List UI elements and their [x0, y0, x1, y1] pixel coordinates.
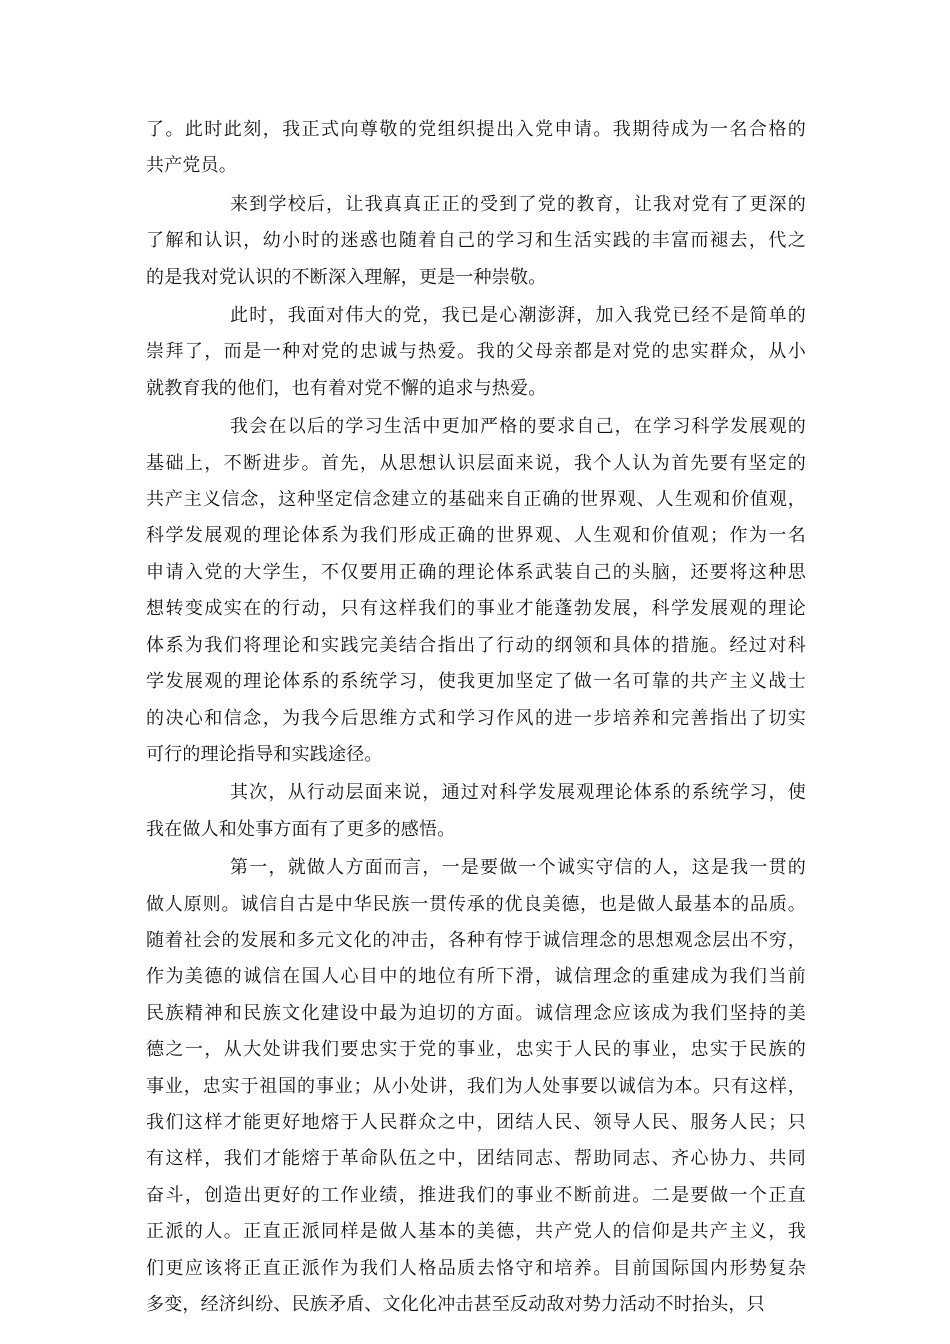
paragraph-line: 的决心和信念，为我今后思维方式和学习作风的进一步培养和完善指出了切实 [146, 707, 806, 729]
paragraph-line: 想转变成实在的行动，只有这样我们的事业才能蓬勃发展，科学发展观的理论 [146, 598, 806, 620]
paragraph [146, 187, 806, 296]
paragraph-line: 申请入党的大学生，不仅要用正确的理论体系武装自己的头脑，还要将这种思 [146, 561, 806, 583]
paragraph-line: 多变，经济纠纷、民族矛盾、文化化冲击甚至反动敌对势力活动不时抬头，只 [146, 1294, 765, 1315]
paragraph-line: 来到学校后，让我真真正正的受到了党的教育，让我对党有了更深的 [230, 193, 806, 215]
paragraph-line: 随着社会的发展和多元文化的冲击，各种有悖于诚信理念的思想观念层出不穷， [146, 929, 806, 951]
paragraph-line: 此时，我面对伟大的党，我已是心潮澎湃，加入我党已经不是简单的 [230, 305, 806, 327]
paragraph-line: 体系为我们将理论和实践完美结合指出了行动的纲领和具体的措施。经过对科 [146, 634, 806, 656]
paragraph-line: 我们这样才能更好地熔于人民群众之中，团结人民、领导人民、服务人民；只 [146, 1111, 806, 1133]
paragraph-line: 了解和认识，幼小时的迷惑也随着自己的学习和生活实践的丰富而褪去，代之 [146, 230, 806, 252]
paragraph-line: 学发展观的理论体系的系统学习，使我更加坚定了做一名可靠的共产主义战士 [146, 671, 806, 693]
paragraph-line: 可行的理论指导和实践途径。 [146, 743, 383, 765]
paragraph-line: 事业，忠实于祖国的事业；从小处讲，我们为人处事要以诚信为本。只有这样， [146, 1075, 806, 1097]
paragraph-line: 民族精神和民族文化建设中最为迫切的方面。诚信理念应该成为我们坚持的美 [146, 1002, 806, 1024]
paragraph-line: 我会在以后的学习生活中更加严格的要求自己，在学习科学发展观的 [230, 416, 806, 438]
paragraph-line: 了。此时此刻，我正式向尊敬的党组织提出入党申请。我期待成为一名合格的 [146, 119, 806, 140]
paragraph-line: 崇拜了，而是一种对党的忠诚与热爱。我的父母亲都是对党的忠实群众，从小 [146, 341, 806, 363]
paragraph-line: 有这样，我们才能熔于革命队伍之中，团结同志、帮助同志、齐心协力、共同 [146, 1148, 806, 1170]
paragraph-line: 的是我对党认识的不断深入理解，更是一种崇敬。 [146, 266, 547, 288]
paragraph [146, 409, 806, 773]
paragraph [146, 298, 806, 407]
paragraph-line: 我在做人和处事方面有了更多的感悟。 [146, 818, 456, 840]
paragraph-line: 奋斗，创造出更好的工作业绩，推进我们的事业不断前进。二是要做一个正直 [146, 1184, 806, 1206]
paragraph-line: 就教育我的他们，也有着对党不懈的追求与热爱。 [146, 377, 547, 399]
paragraph [146, 112, 806, 185]
paragraph [146, 850, 806, 1323]
paragraph-line: 做人原则。诚信自古是中华民族一贯传承的优良美德，也是做人最基本的品质。 [146, 893, 806, 915]
paragraph-line: 共产主义信念，这种坚定信念建立的基础来自正确的世界观、人生观和价值观， [146, 489, 806, 511]
paragraph-line: 其次，从行动层面来说，通过对科学发展观理论体系的系统学习，使 [230, 782, 806, 804]
paragraph-line: 德之一，从大处讲我们要忠实于党的事业，忠实于人民的事业，忠实于民族的 [146, 1039, 806, 1061]
document-body [146, 112, 806, 1325]
paragraph-line: 正派的人。正直正派同样是做人基本的美德，共产党人的信仰是共产主义，我 [146, 1221, 806, 1243]
paragraph-line: 科学发展观的理论体系为我们形成正确的世界观、人生观和价值观；作为一名 [146, 525, 806, 547]
paragraph-line: 作为美德的诚信在国人心目中的地位有所下滑，诚信理念的重建成为我们当前 [146, 966, 806, 988]
paragraph-line: 共产党员。 [146, 155, 237, 177]
paragraph-line: 第一，就做人方面而言，一是要做一个诚实守信的人，这是我一贯的 [230, 857, 806, 879]
paragraph-line: 们更应该将正直正派作为我们人格品质去恪守和培养。目前国际国内形势复杂 [146, 1257, 806, 1279]
paragraph [146, 775, 806, 848]
paragraph-line: 基础上，不断进步。首先，从思想认识层面来说，我个人认为首先要有坚定的 [146, 452, 806, 474]
